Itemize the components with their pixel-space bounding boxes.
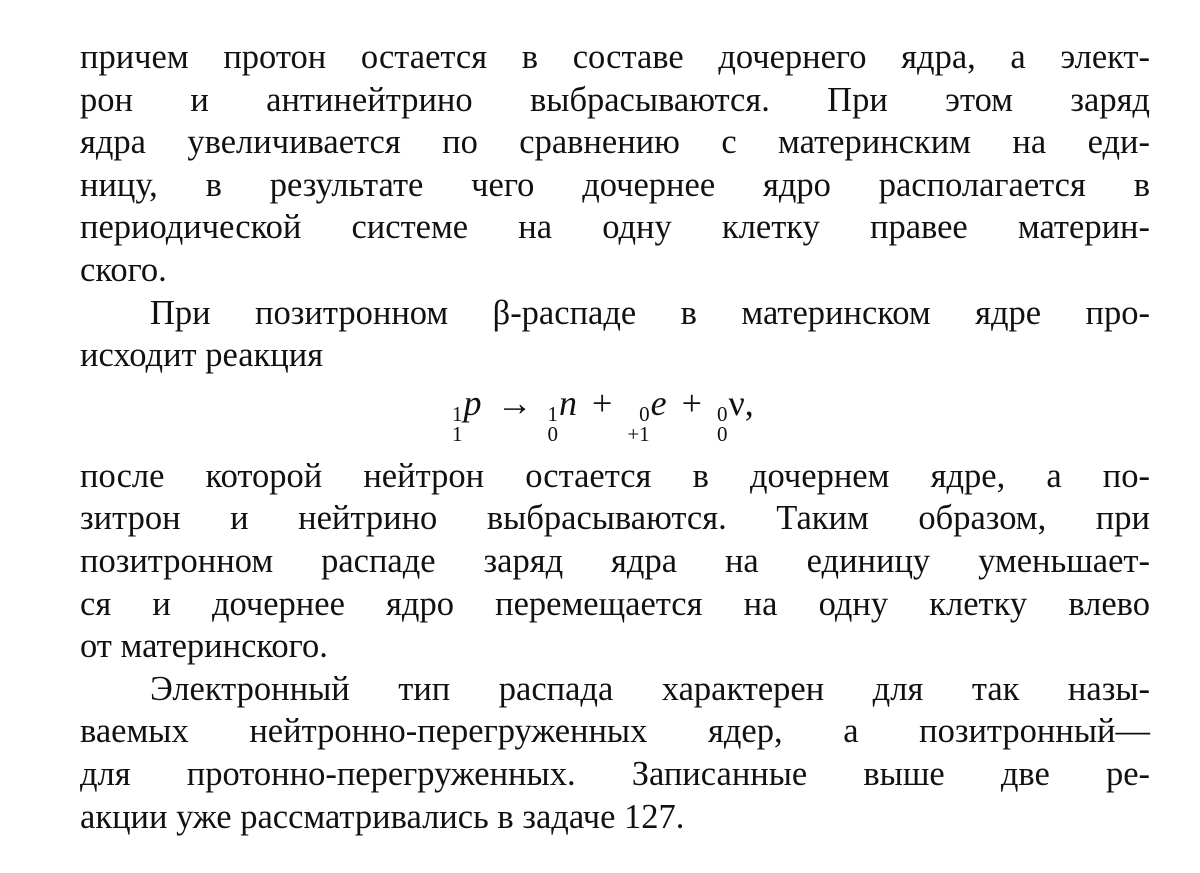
text-line: ядра увеличивается по сравнению с материнским на еди- [80, 123, 1150, 162]
particle-symbol: n [559, 382, 577, 423]
reaction-equation-row [80, 377, 1150, 455]
particle-symbol: p [463, 382, 482, 423]
text-line: Электронный тип распада характерен для так назы- [150, 669, 1150, 708]
text-line: При позитронном β-распаде в материнском ядре про- [150, 293, 1150, 332]
nuclide-neutrino [717, 381, 745, 444]
mass-number: 1 [547, 401, 558, 426]
paragraph-positron-explanation [80, 455, 1150, 668]
text-line: ницу, в результате чего дочернее ядро располагается в [80, 165, 1150, 204]
text-line: причем протон остается в составе дочернего ядра, а элект- [80, 38, 1150, 76]
text-line: после которой нейтрон остается в дочернем ядре, а по- [80, 456, 1150, 495]
plus-sign: + [681, 382, 702, 423]
charge-number: 1 [452, 421, 463, 446]
charge-number: 0 [547, 421, 558, 446]
plus-sign: + [592, 382, 613, 423]
charge-number: +1 [627, 421, 650, 446]
charge-number: 0 [716, 421, 728, 446]
equation-comma: , [744, 382, 754, 423]
text-line: исходит реакция [80, 336, 324, 375]
text-line: акции уже рассматривались в задаче 127. [80, 797, 685, 836]
document-page [80, 36, 1150, 838]
text-line: рон и антинейтрино выбрасываются. При этом заряд [80, 80, 1150, 119]
nuclide-proton [452, 381, 482, 444]
mass-number: 0 [716, 401, 728, 426]
paragraph-decay-types [80, 668, 1150, 838]
reaction-equation [452, 381, 754, 444]
paragraph-positron-decay [80, 292, 1150, 377]
mass-number: 0 [639, 401, 650, 426]
paragraph-beta-minus-continuation [80, 36, 1150, 292]
text-line: ваемых нейтронно-перегруженных ядер, а позитронный— [80, 712, 1150, 751]
nuclide-neutron [548, 381, 578, 444]
text-line: периодической системе на одну клетку правее материн- [80, 208, 1150, 247]
text-line: от материнского. [80, 627, 328, 666]
particle-symbol: e [650, 382, 667, 423]
text-line: для протонно-перегруженных. Записанные выше две ре- [80, 754, 1150, 793]
text-line: ся и дочернее ядро перемещается на одну клетку влево [80, 584, 1150, 623]
text-line: зитрон и нейтрино выбрасываются. Таким образом, при [80, 499, 1150, 538]
particle-symbol: ν [728, 382, 745, 423]
reaction-arrow: → [496, 382, 533, 423]
mass-number: 1 [452, 401, 463, 426]
text-line: ского. [80, 250, 167, 289]
nuclide-positron [627, 381, 666, 444]
text-line: позитронном распаде заряд ядра на единицу уменьшает- [80, 541, 1150, 580]
